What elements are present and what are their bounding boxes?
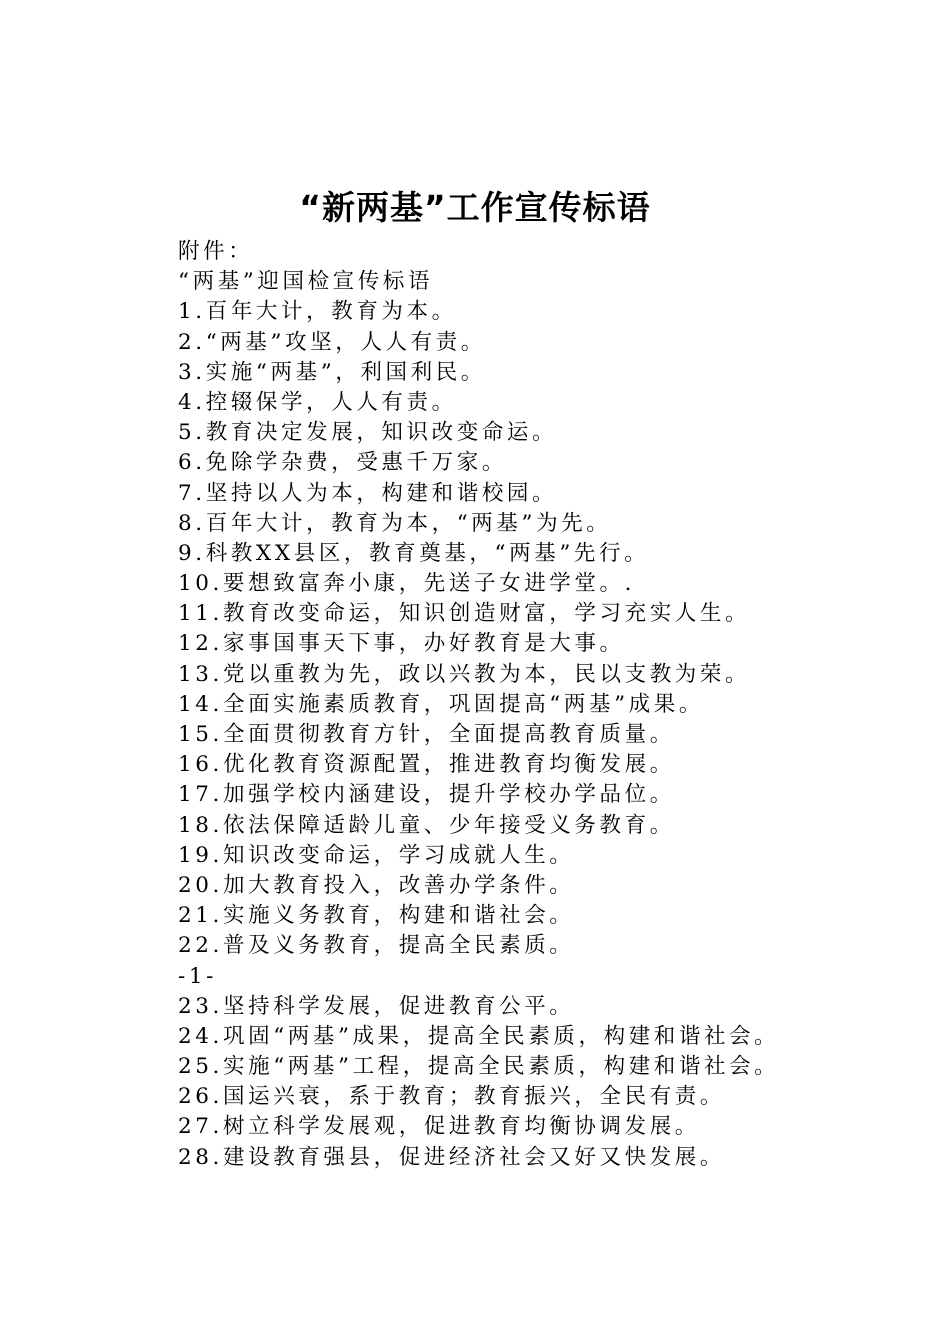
slogan-line: 10.要想致富奔小康，先送子女进学堂。.	[178, 571, 636, 597]
slogan-line: 1.百年大计，教育为本。	[178, 299, 457, 325]
slogan-line: 15.全面贯彻教育方针，全面提高教育质量。	[178, 722, 675, 747]
attachment-label: 附件：	[178, 239, 254, 264]
slogan-line: 13.党以重教为先，政以兴教为本，民以支教为荣。	[178, 661, 751, 687]
slogan-line: 5.教育决定发展，知识改变命运。	[178, 420, 558, 446]
slogan-line: 19.知识改变命运，学习成就人生。	[178, 842, 575, 868]
slogan-line: 12.家事国事天下事，办好教育是大事。	[178, 631, 625, 657]
slogan-line: 18.依法保障适龄儿童、少年接受义务教育。	[178, 812, 675, 838]
slogan-line: 22.普及义务教育，提高全民素质。	[178, 933, 575, 959]
slogan-line: 24.巩固“两基”成果，提高全民素质，构建和谐社会。	[178, 1023, 780, 1049]
slogan-line: 20.加大教育投入，改善办学条件。	[178, 872, 575, 898]
slogan-line: 27.树立科学发展观，促进教育均衡协调发展。	[178, 1114, 700, 1140]
slogan-line: 7.坚持以人为本，构建和谐校园。	[178, 480, 558, 506]
slogan-line: 6.免除学杂费，受惠千万家。	[178, 450, 507, 476]
slogan-line: 11.教育改变命运，知识创造财富，学习充实人生。	[178, 601, 751, 627]
slogan-line: 25.实施“两基”工程，提高全民素质，构建和谐社会。	[178, 1054, 780, 1080]
slogan-line: 9.科教XX县区，教育奠基，“两基”先行。	[178, 540, 650, 566]
slogan-line: 26.国运兴衰，系于教育；教育振兴，全民有责。	[178, 1084, 725, 1110]
slogan-line: 23.坚持科学发展，促进教育公平。	[178, 993, 575, 1019]
slogan-line: 2.“两基”攻坚，人人有责。	[178, 329, 486, 355]
slogan-line: 21.实施义务教育，构建和谐社会。	[178, 903, 575, 929]
slogan-line: 17.加强学校内涵建设，提升学校办学品位。	[178, 782, 675, 808]
slogan-line: 8.百年大计，教育为本，“两基”为先。	[178, 510, 612, 536]
slogan-line: 3.实施“两基”，利国利民。	[178, 359, 486, 385]
slogan-line: 16.优化教育资源配置，推进教育均衡发展。	[178, 752, 675, 778]
page-number: -1-	[178, 963, 218, 989]
slogan-line: 28.建设教育强县，促进经济社会又好又快发展。	[178, 1144, 725, 1170]
slogan-line: 4.控辍保学，人人有责。	[178, 389, 457, 415]
slogan-line: 14.全面实施素质教育，巩固提高“两基”成果。	[178, 691, 704, 717]
document-body	[178, 237, 938, 1173]
document-title: “新两基”工作宣传标语	[299, 188, 651, 227]
slogan-list-subtitle: “两基”迎国检宣传标语	[178, 269, 434, 295]
